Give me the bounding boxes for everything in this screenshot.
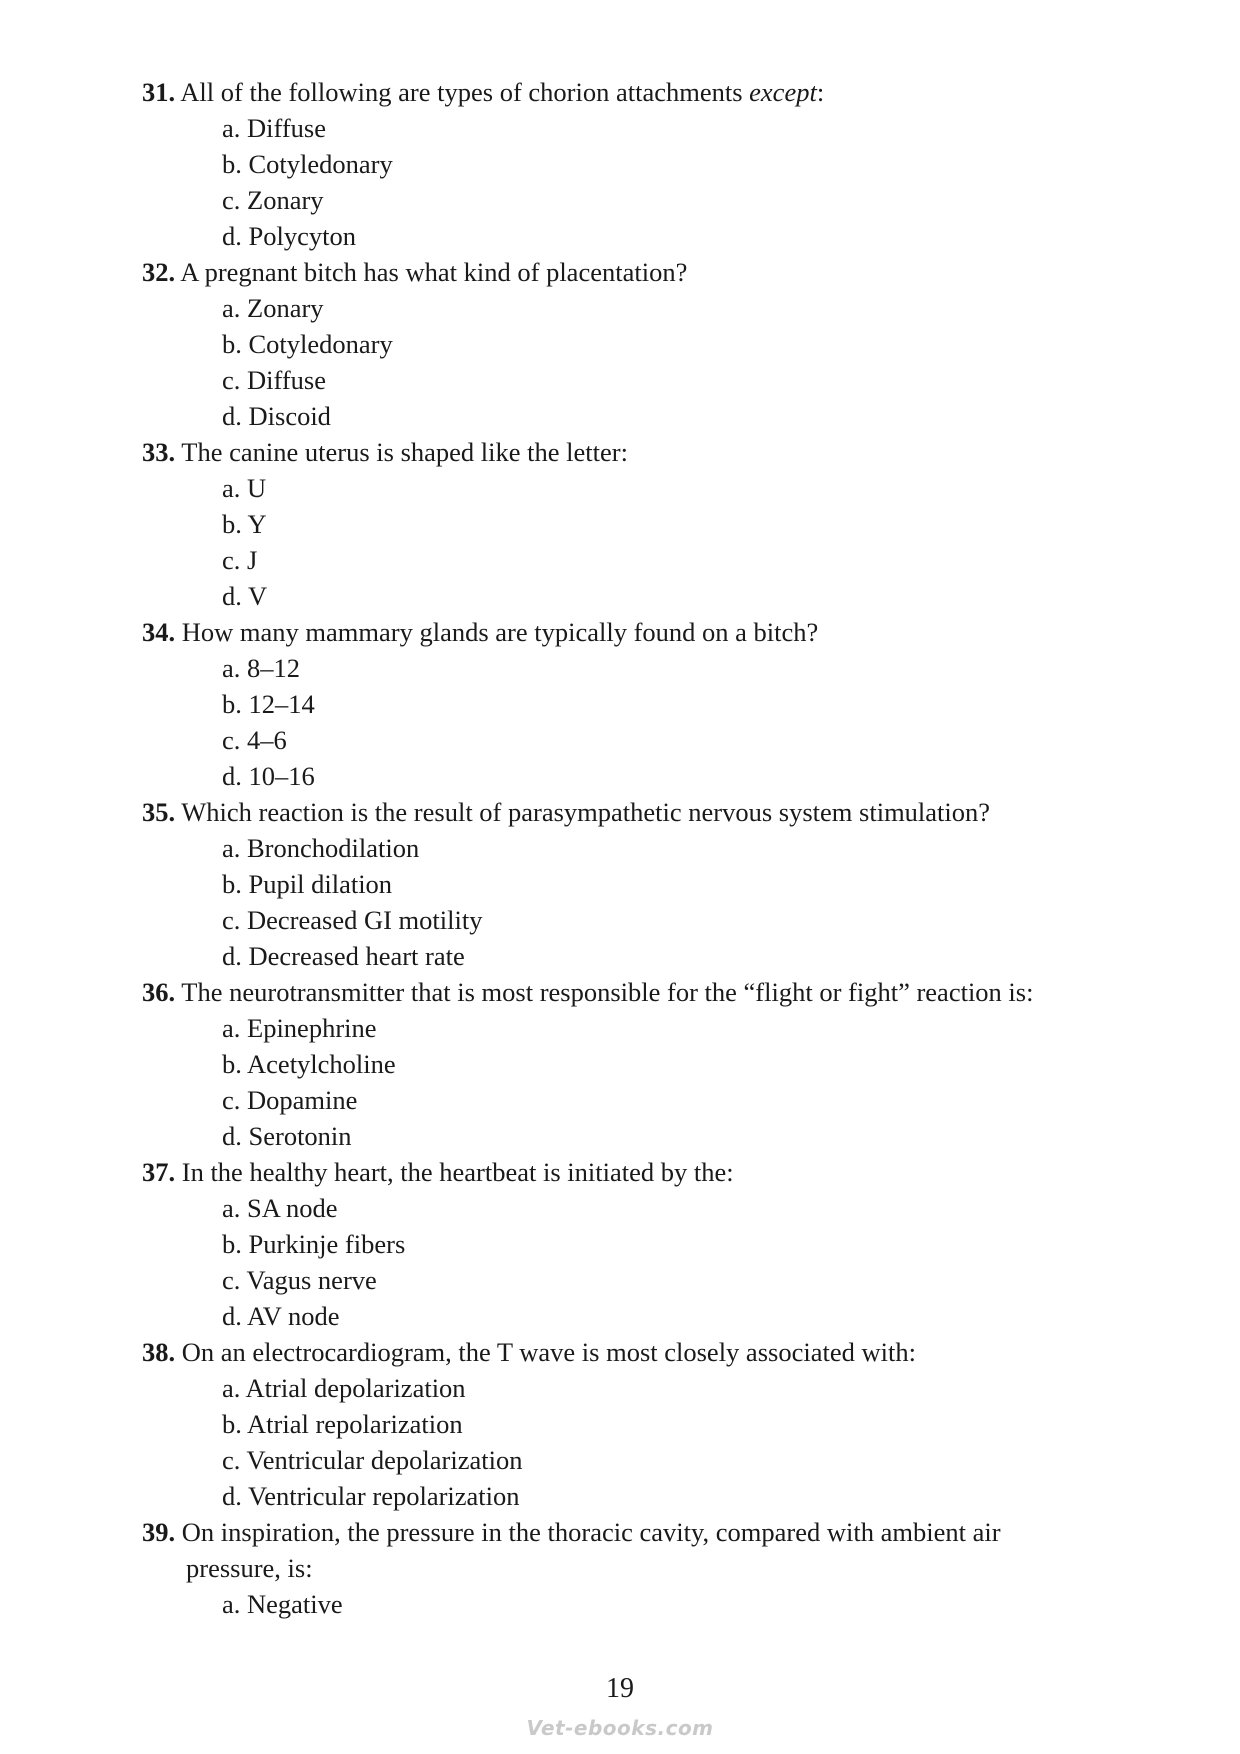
answer-option: c. J	[222, 545, 258, 575]
question-stem	[142, 794, 1142, 830]
question-text-end: :	[816, 77, 825, 107]
answer-option: d. Ventricular repolarization	[222, 1481, 520, 1511]
answer-option: a. 8–12	[222, 653, 301, 683]
answer-option: c. Dopamine	[222, 1085, 358, 1115]
question-stem	[142, 434, 1142, 470]
question-number: 33.	[142, 437, 176, 467]
question-number: 34.	[142, 617, 176, 647]
answer-option: b. Purkinje fibers	[222, 1229, 406, 1259]
question-stem	[142, 1334, 1142, 1370]
question-31	[142, 74, 1142, 254]
question-text: On an electrocardiogram, the T wave is most closely associated with:	[181, 1337, 916, 1367]
question-35	[142, 794, 1142, 974]
answer-option: b. Cotyledonary	[222, 329, 393, 359]
question-number: 39.	[142, 1517, 176, 1547]
question-text: How many mammary glands are typically found on a bitch?	[181, 617, 819, 647]
answer-option: c. Ventricular depolarization	[222, 1445, 523, 1475]
question-38	[142, 1334, 1142, 1514]
answer-option: b. 12–14	[222, 689, 315, 719]
answer-option: d. Serotonin	[222, 1121, 352, 1151]
answer-option: b. Cotyledonary	[222, 149, 393, 179]
question-stem	[142, 74, 1142, 110]
question-number: 35.	[142, 797, 176, 827]
question-39	[142, 1514, 1142, 1622]
question-stem	[142, 974, 1142, 1010]
answer-option: d. 10–16	[222, 761, 315, 791]
answer-option: c. Diffuse	[222, 365, 327, 395]
answer-option: a. SA node	[222, 1193, 338, 1223]
question-text: The neurotransmitter that is most responsible for the “flight or fight” reaction is:	[181, 977, 1034, 1007]
answer-option: c. Vagus nerve	[222, 1265, 377, 1295]
answer-option: d. V	[222, 581, 268, 611]
question-list	[142, 74, 1142, 1622]
answer-option: c. Decreased GI motility	[222, 905, 483, 935]
answer-option: b. Acetylcholine	[222, 1049, 396, 1079]
question-text: A pregnant bitch has what kind of placentation?	[180, 257, 688, 287]
question-emphasis: except	[749, 77, 817, 107]
answer-option: b. Pupil dilation	[222, 869, 393, 899]
watermark-logo: Vet-ebooks.com	[526, 1716, 714, 1740]
answer-option: c. Zonary	[222, 185, 324, 215]
question-36	[142, 974, 1142, 1154]
question-37	[142, 1154, 1142, 1334]
answer-option: b. Atrial repolarization	[222, 1409, 463, 1439]
answer-option: d. AV node	[222, 1301, 340, 1331]
question-stem	[142, 614, 1142, 650]
answer-option: a. Negative	[222, 1589, 343, 1619]
question-text: All of the following are types of chorion attachments	[180, 77, 750, 107]
answer-option: d. Discoid	[222, 401, 331, 431]
answer-option: a. Diffuse	[222, 113, 327, 143]
answer-option: d. Decreased heart rate	[222, 941, 465, 971]
question-text: Which reaction is the result of parasympathetic nervous system stimulation?	[181, 797, 991, 827]
page-number: 19	[606, 1673, 634, 1704]
question-number: 31.	[142, 77, 176, 107]
question-text: The canine uterus is shaped like the letter:	[181, 437, 628, 467]
question-stem	[142, 1154, 1142, 1190]
answer-option: d. Polycyton	[222, 221, 356, 251]
answer-option: a. U	[222, 473, 267, 503]
question-number: 38.	[142, 1337, 176, 1367]
answer-option: a. Bronchodilation	[222, 833, 420, 863]
question-33	[142, 434, 1142, 614]
question-32	[142, 254, 1142, 434]
question-number: 37.	[142, 1157, 176, 1187]
question-text-continuation: pressure, is:	[186, 1553, 313, 1583]
answer-option: a. Atrial depolarization	[222, 1373, 466, 1403]
question-text: In the healthy heart, the heartbeat is initiated by the:	[181, 1157, 734, 1187]
answer-option: a. Epinephrine	[222, 1013, 377, 1043]
answer-option: a. Zonary	[222, 293, 324, 323]
answer-option: b. Y	[222, 509, 267, 539]
answer-option: c. 4–6	[222, 725, 287, 755]
question-34	[142, 614, 1142, 794]
question-number: 32.	[142, 257, 176, 287]
question-stem	[142, 254, 1142, 290]
question-stem	[142, 1514, 1142, 1550]
question-number: 36.	[142, 977, 176, 1007]
question-text: On inspiration, the pressure in the thoracic cavity, compared with ambient air	[181, 1517, 1001, 1547]
